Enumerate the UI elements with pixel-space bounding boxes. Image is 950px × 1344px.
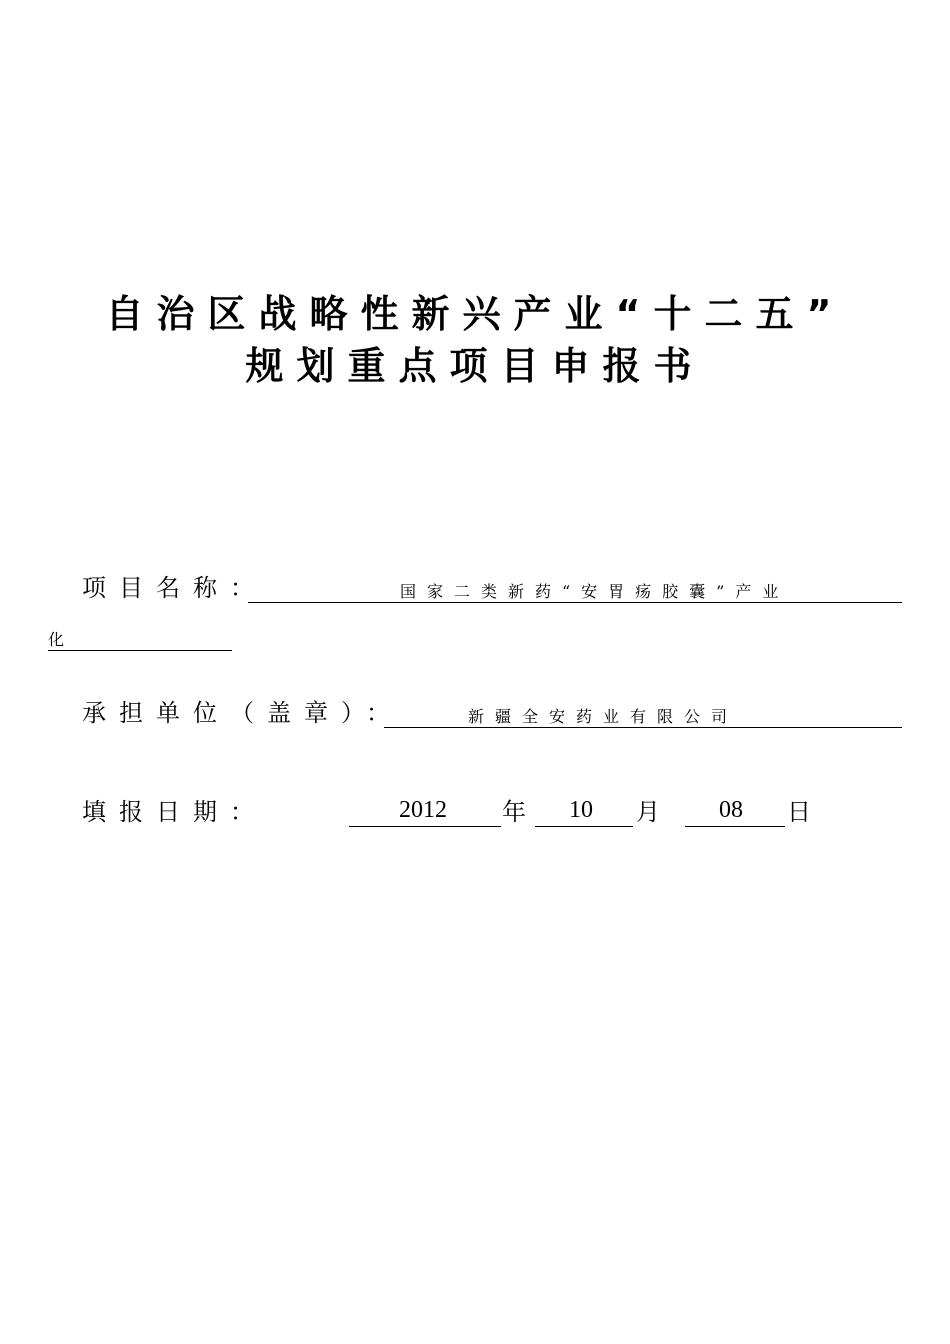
day-unit: 日 [787,798,811,826]
year-unit: 年 [502,798,526,826]
year-value: 2012 [399,797,447,823]
month-underline [535,796,633,827]
title-line-1: 自治区战略性新兴产业“十二五” [105,292,845,336]
month-unit: 月 [636,798,660,826]
day-underline [685,796,785,827]
day-value: 08 [719,797,743,823]
project-name-label: 项目名称： [82,574,267,602]
organization-underline [384,697,902,728]
date-label: 填报日期： [82,798,267,826]
project-name-value-line-1: 国家二类新药“安胃疡胶囊”产业 [400,582,790,601]
project-name-value-line-2: 化 [48,630,65,649]
organization-label: 承担单位（盖章）： [82,699,403,727]
project-name-underline-1 [248,572,902,603]
title-line-2: 规划重点项目申报书 [245,344,705,388]
month-value: 10 [569,797,593,823]
organization-value: 新疆全安药业有限公司 [468,707,739,726]
year-underline [349,796,501,827]
project-name-underline-2 [48,620,232,651]
